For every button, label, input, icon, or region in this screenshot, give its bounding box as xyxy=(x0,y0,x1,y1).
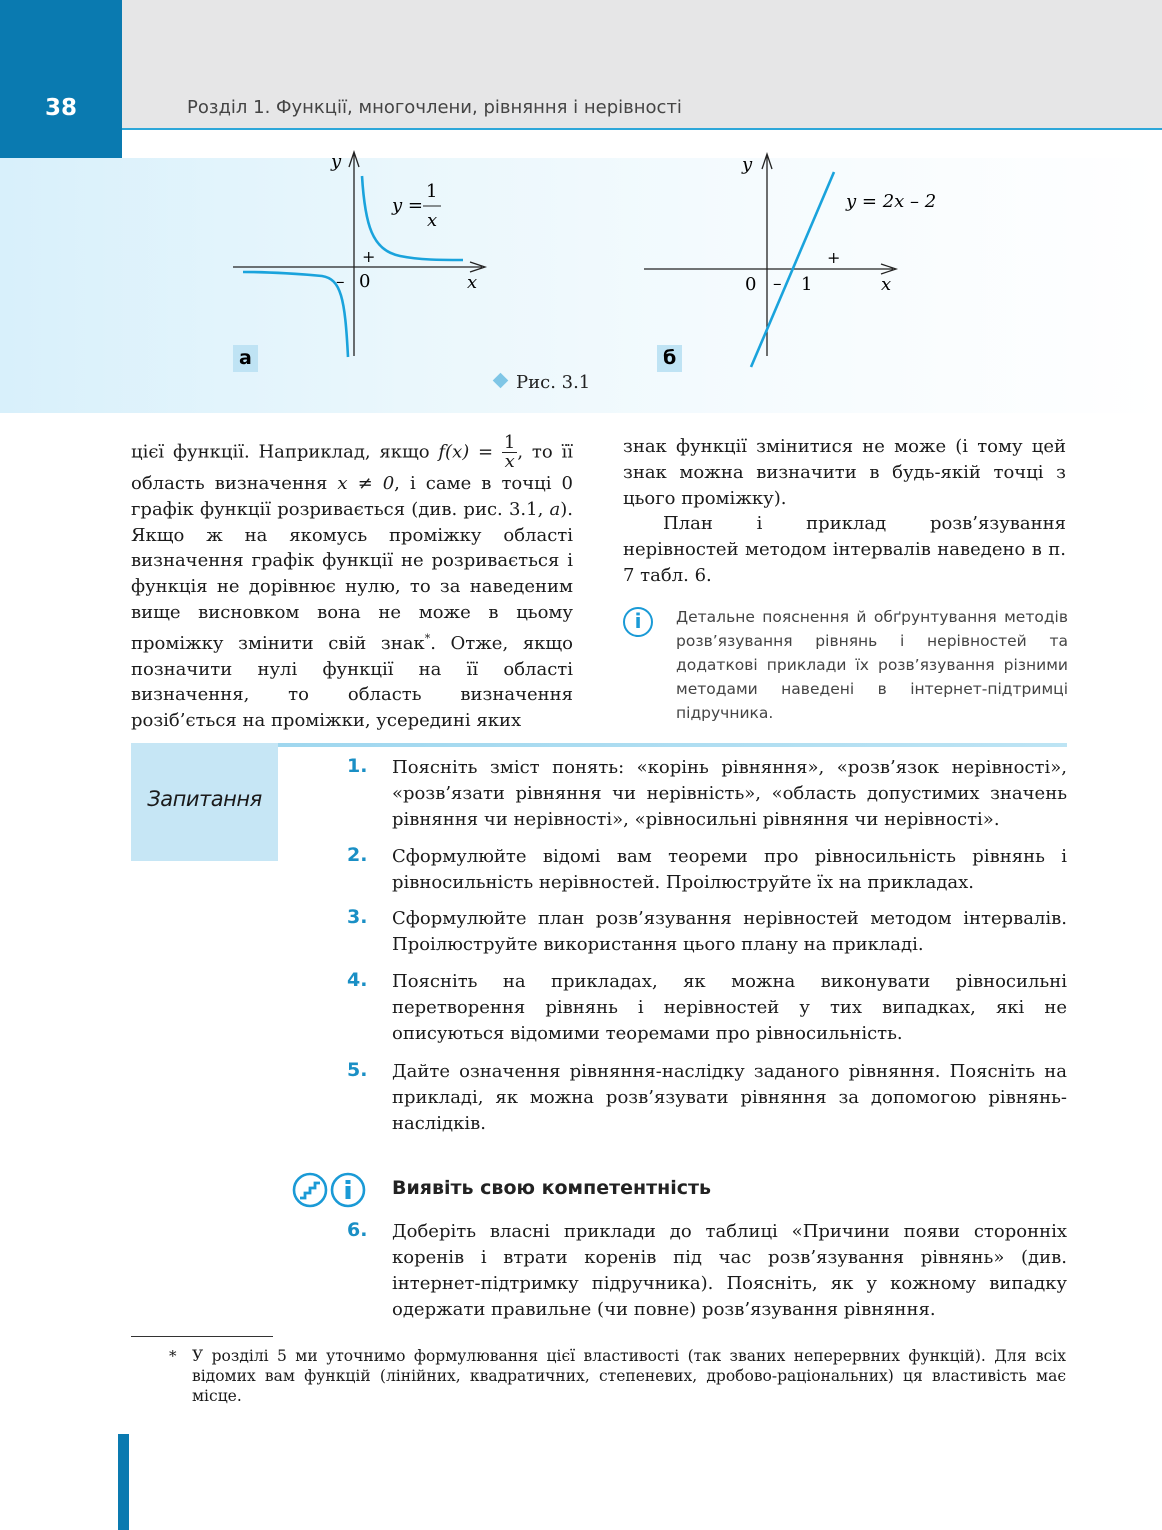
question-text: Поясніть зміст понять: «корінь рівняння», «розв’язок нерівності», «розв’язати рівняння чи нерівність», «область допустимих значень рівняння чи нерівності», «рівносильні рівняння чи нерівності». xyxy=(392,757,1067,830)
question-number: 1. xyxy=(347,755,368,777)
panel-b xyxy=(644,154,936,372)
fraction-1-over-x xyxy=(502,434,517,471)
header-rule xyxy=(122,128,1162,130)
questions-heading: Запитання xyxy=(147,787,262,811)
bottom-accent-bar xyxy=(118,1434,129,1530)
left-paragraph xyxy=(131,434,573,734)
panel-a-label: а xyxy=(239,347,252,369)
page-number: 38 xyxy=(44,95,77,121)
questions-rule xyxy=(278,743,1067,747)
figure-3-1 xyxy=(0,140,1000,375)
competence-icons xyxy=(292,1172,368,1208)
text-run: то її область визначення xyxy=(131,441,573,494)
body-right-column xyxy=(623,434,1066,589)
figure-ref-a: а xyxy=(549,498,561,520)
footnote-text: У розділі 5 ми уточнимо формулювання цієї властивості (так званих неперервних функцій). Для всіх відомих вам функцій (лінійних, квадратичних, степеневих, дробово-раціональних) ця властивість має місце. xyxy=(192,1347,1066,1405)
text-run: , xyxy=(517,441,524,463)
question-number: 2. xyxy=(347,844,368,866)
y-axis-label-a: y xyxy=(331,151,342,172)
plus-sign-b: + xyxy=(827,248,841,267)
text-run: , і саме в точці 0 графік функції розривається (див. рис. 3.1, xyxy=(131,473,573,520)
question-text: Сформулюйте відомі вам теореми про рівносильність рівнянь і рівносильність нерівностей. Проілюструйте їх на прикладах. xyxy=(392,846,1067,893)
panel-b-label: б xyxy=(663,347,677,369)
origin-label-a: 0 xyxy=(359,271,371,292)
question-number: 3. xyxy=(347,906,368,928)
text-run: . Отже, якщо позначити нулі функції на її області визначення, то область визначення розіб’ється на проміжки, усередині яких xyxy=(131,632,573,732)
competence-heading: Виявіть свою компетентність xyxy=(392,1177,712,1199)
right-paragraph-2: План і приклад розв’язування нерівностей методом інтервалів наведено в п. 7 табл. 6. xyxy=(623,513,1066,586)
questions-heading-box xyxy=(131,743,278,861)
root-label-b: 1 xyxy=(801,274,813,295)
info-text: Детальне пояснення й обґрунтування методів розв’язування рівнянь і нерівностей та додаткові приклади їх розв’язування різними методами наведені в інтернет-підтримці підручника. xyxy=(676,608,1068,722)
info-icon-small xyxy=(332,1174,364,1206)
formula-fx: f(x) = xyxy=(438,441,494,463)
question-text: Сформулюйте план розв’язування нерівностей методом інтервалів. Проілюструйте використання цього плану на прикладі. xyxy=(392,908,1067,955)
text-run: цієї функції. Наприклад, якщо xyxy=(131,441,439,463)
minus-sign-a: – xyxy=(336,272,345,292)
question-number: 5. xyxy=(347,1059,368,1081)
formula-a-lhs: y = xyxy=(392,195,423,216)
x-axis-label-a: x xyxy=(467,272,478,293)
hyperbola-negative-branch xyxy=(243,272,348,357)
formula-a-numerator: 1 xyxy=(426,181,438,202)
right-paragraph-1: знак функції змінитися не може (і тому цей знак можна визначити в будь-якій точці з цього проміжку). xyxy=(623,436,1066,509)
fraction-numerator: 1 xyxy=(503,432,516,453)
footnote-marker: * xyxy=(169,1347,177,1365)
origin-label-b: 0 xyxy=(745,274,757,295)
page-number-tab xyxy=(0,0,122,158)
x-axis-label-b: x xyxy=(881,274,892,295)
text-run: ). Якщо ж на якомусь проміжку області визначення графік функції не розривається і функція не дорівнює нулю, то за наведеним вище висновком вона не може в цьому проміжку змінити свій знак xyxy=(131,498,573,654)
question-number: 6. xyxy=(347,1219,368,1241)
formula-b: y = 2x – 2 xyxy=(846,191,937,212)
question-text: Поясніть на прикладах, як можна виконувати рівносильні перетворення рівнянь і нерівностей у тих випадках, які не описуються відомими теоремами про рівносильність. xyxy=(392,971,1067,1044)
hyperbola-positive-branch xyxy=(362,176,463,260)
minus-sign-b: – xyxy=(773,274,782,294)
y-axis-label-b: y xyxy=(742,154,753,175)
diamond-icon xyxy=(493,373,509,389)
panel-a xyxy=(233,151,485,372)
question-text: Доберіть власні приклади до таблиці «Причини появи сторонніх коренів і втрати коренів під час розв’язування рівнянь» (див. інтернет-підтримку підручника). Поясніть, як у кожному випадку одержати правильне (чи повне) розв’язування рівняння. xyxy=(392,1221,1067,1320)
info-icon: i xyxy=(623,607,653,637)
footnote-marker: * xyxy=(424,631,431,645)
formula-domain: x ≠ 0 xyxy=(337,473,395,494)
figure-caption-text: Рис. 3.1 xyxy=(516,372,591,393)
running-title: Розділ 1. Функції, многочлени, рівняння і нерівності xyxy=(187,97,682,118)
fraction-denominator: x xyxy=(504,451,515,472)
footnote-rule xyxy=(131,1336,273,1337)
body-left-column xyxy=(131,434,573,734)
figure-caption xyxy=(495,372,590,393)
question-text: Дайте означення рівняння-наслідку заданого рівняння. Поясніть на прикладі, як можна розв’язувати рівняння за допомогою рівнянь-наслідків. xyxy=(392,1061,1067,1134)
plus-sign-a: + xyxy=(362,247,376,266)
formula-a-denominator: x xyxy=(427,210,438,231)
stairs-icon xyxy=(294,1174,326,1206)
question-number: 4. xyxy=(347,969,368,991)
